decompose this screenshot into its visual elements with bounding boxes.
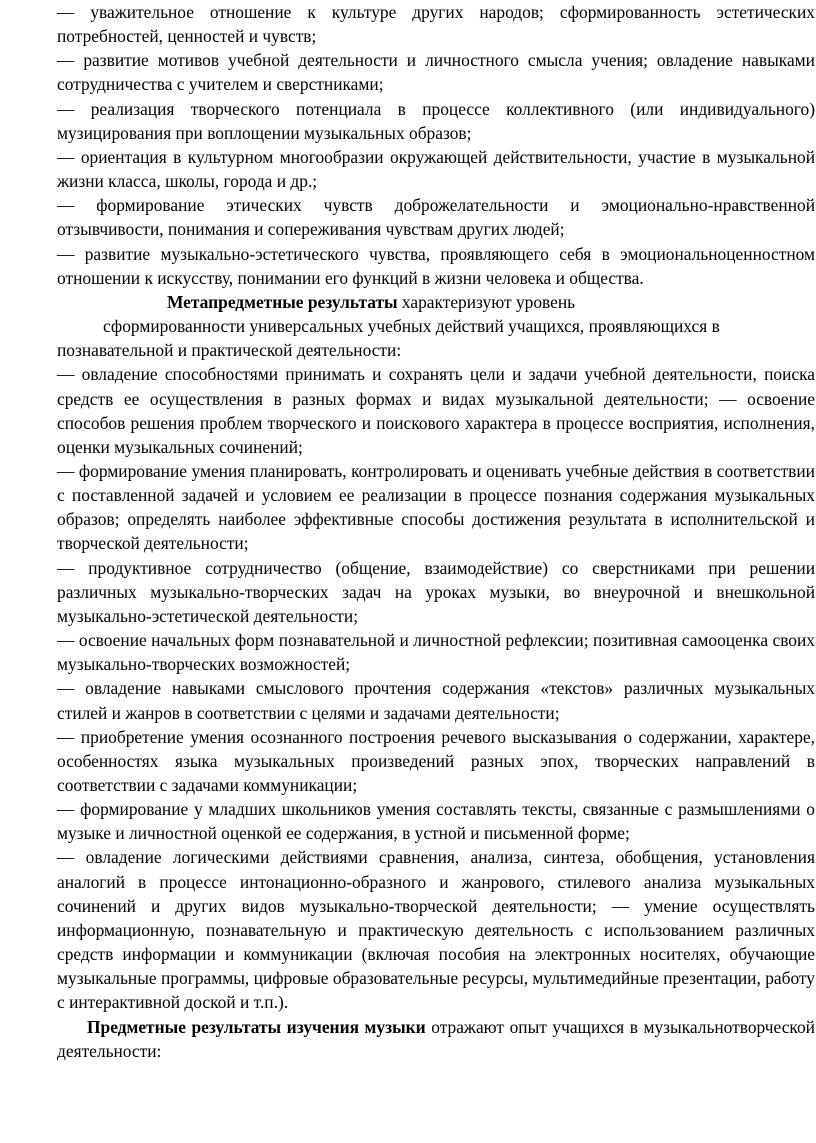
- meta-result-item: — освоение начальных форм познавательной и личностной рефлексии; позитивная самооценка своих музыкально-творческих возможностей;: [57, 630, 815, 675]
- meta-results-intro: характеризуют уровень: [397, 291, 576, 312]
- personal-result-item: — уважительное отношение к культуре других народов; сформированность эстетических потребностей, ценностей и чувств;: [57, 2, 815, 47]
- meta-results-intro-line2: сформированности универсальных учебных действий учащихся, проявляющихся в: [103, 316, 720, 337]
- subject-results-title: Предметные результаты изучения музыки: [87, 1016, 426, 1037]
- meta-result-item: — продуктивное сотрудничество (общение, взаимодействие) со сверстниками при решении различных музыкально-творческих задач на уроках музыки, во внеурочной и внешкольной музыкально-эстетической деятельности;: [57, 557, 815, 626]
- meta-result-item: — формирование умения планировать, контролировать и оценивать учебные действия в соответствии с поставленной задачей и условием ее реализации в процессе познания содержания музыкальных образов; определять наиболее эффективные способы достижения результата в исполнительской и творческой деятельности;: [57, 460, 815, 554]
- meta-result-item: — овладение логическими действиями сравнения, анализа, синтеза, обобщения, установления аналогий в процессе интонационно-образного и жанрового, стилевого анализа музыкальных сочинений и других видов музыкально-творческой деятельности; — умение осуществлять информационную, познавательную и практическую деятельность с использованием различных средств информации и коммуникации (включая пособия на электронных носителях, обучающие музыкальные программы, цифровые образовательные ресурсы, мультимедийные презентации, работу с интерактивной доской и т.п.).: [57, 847, 815, 1013]
- personal-result-item: — реализация творческого потенциала в процессе коллективного (или индивидуального) музицирования при воплощении музыкальных образов;: [57, 98, 815, 143]
- meta-result-item: — формирование у младших школьников умения составлять тексты, связанные с размышлениями о музыке и личностной оценкой ее содержания, в устной и письменной форме;: [57, 799, 815, 844]
- personal-result-item: — формирование этических чувств доброжелательности и эмоционально-нравственной отзывчивости, понимания и сопереживания чувствам других людей;: [57, 195, 815, 240]
- document-page: [57, 0, 815, 1063]
- personal-result-item: — развитие музыкально-эстетического чувства, проявляющего себя в эмоциональноценностном отношении к искусству, понимании его функций в жизни человека и общества.: [57, 243, 815, 288]
- personal-result-item: — ориентация в культурном многообразии окружающей действительности, участие в музыкальной жизни класса, школы, города и др.;: [57, 146, 815, 192]
- personal-result-item: — развитие мотивов учебной деятельности и личностного смысла учения; овладение навыками сотрудничества с учителем и сверстниками;: [57, 50, 815, 95]
- subject-results-intro: отражают опыт учащихся в музыкальнотворческой деятельности:: [57, 1016, 815, 1061]
- meta-result-item: — приобретение умения осознанного построения речевого высказывания о содержании, характере, особенностях языка музыкальных произведений разных эпох, творческих направлений в соответствии с задачами коммуникации;: [57, 726, 815, 795]
- meta-result-item: — овладение способностями принимать и сохранять цели и задачи учебной деятельности, поиска средств ее осуществления в разных формах и видах музыкальной деятельности; — освоение способов решения проблем творческого и поискового характера в процессе восприятия, исполнения, оценки музыкальных сочинений;: [57, 364, 815, 457]
- subject-results-heading: [57, 1015, 815, 1063]
- meta-result-item: — овладение навыками смыслового прочтения содержания «текстов» различных музыкальных стилей и жанров в соответствии с целями и задачами деятельности;: [57, 678, 815, 723]
- meta-results-heading: [57, 290, 815, 314]
- meta-results-intro-line3: познавательной и практической деятельности:: [57, 340, 402, 361]
- meta-results-title: Метапредметные результаты: [167, 291, 398, 312]
